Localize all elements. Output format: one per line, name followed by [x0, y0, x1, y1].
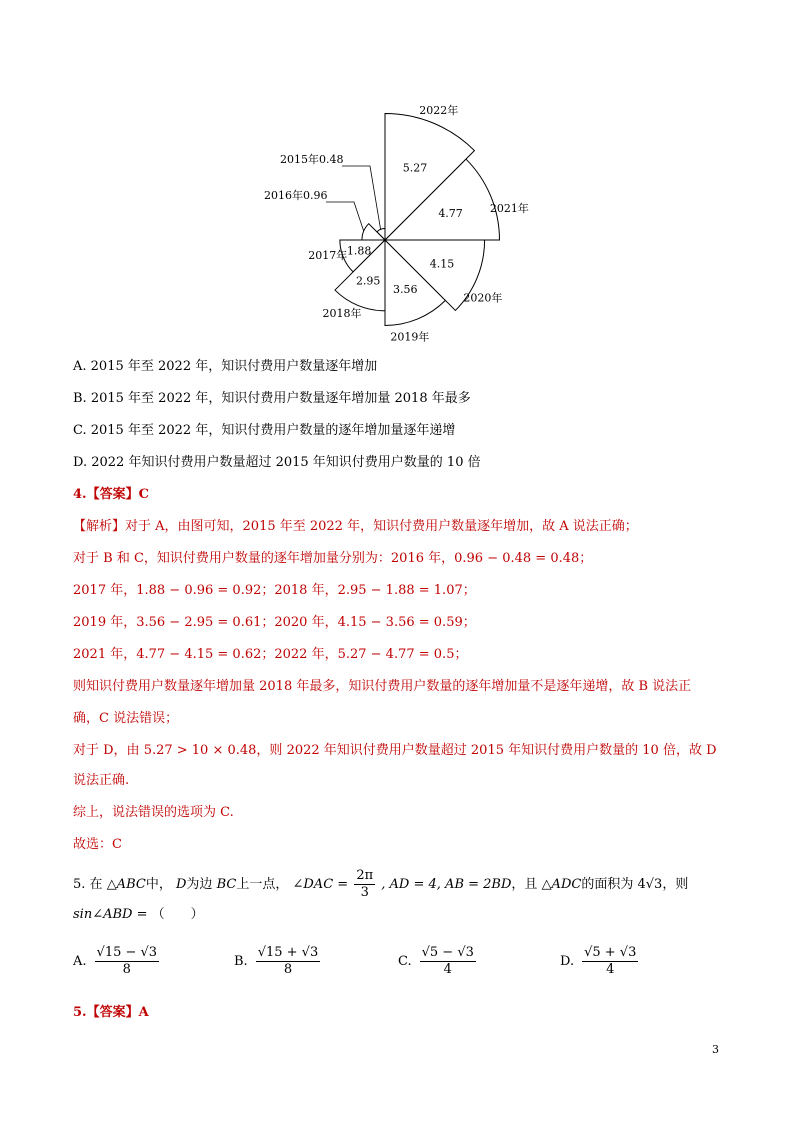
option-b: B. 2015 年至 2022 年，知识付费用户数量逐年增加量 2018 年最多 [73, 391, 471, 406]
rose-category-label: 2021年 [489, 201, 529, 215]
fraction-2pi-3: $\frac{2\pi}{3}$ [356, 868, 374, 900]
analysis-line-5: 2021 年，4.77 − 4.15 = 0.62；2022 年，5.27 − 4.77 = 0.5； [73, 647, 468, 662]
rose-value-label: 4.77 [438, 206, 463, 220]
q5-option-a: A. $\frac{√15 - √3}{8}$ [73, 945, 158, 977]
rose-category-label: 2018年 [322, 307, 362, 321]
option-d: D. 2022 年知识付费用户数量超过 2015 年知识付费用户数量的 10 倍 [73, 455, 481, 470]
question-5: 5. 在 △ABC中， D为边 BC上一点， ∠DAC = $\frac{2\pi}{3}$ , AD = 4, AB = 2BD，且 △ADC的面积为 4√3，则 [73, 868, 689, 900]
analysis-line-8: 对于 D，由 5.27 > 10 × 0.48，则 2022 年知识付费用户数量超过 2015 年知识付费用户数量的 10 倍，故 D [73, 743, 717, 758]
analysis-line-7: 确，C 说法错误； [73, 711, 179, 726]
answer-5: 5.【答案】A [73, 1005, 149, 1020]
q5-option-c: C. $\frac{√5 - √3}{4}$ [398, 945, 474, 977]
analysis-line-1: 【解析】对于 A，由图可知，2015 年至 2022 年，知识付费用户数量逐年增加，故 A 说法正确； [73, 519, 638, 534]
page-number: 3 [712, 1043, 719, 1056]
rose-category-label: 2017年 [308, 248, 348, 262]
rose-chart [250, 95, 550, 345]
option-c: C. 2015 年至 2022 年，知识付费用户数量的逐年增加量逐年递增 [73, 423, 456, 438]
analysis-line-2: 对于 B 和 C，知识付费用户数量的逐年增加量分别为：2016 年，0.96 − 0.48 = 0.48； [73, 551, 593, 566]
option-a: A. 2015 年至 2022 年，知识付费用户数量逐年增加 [73, 359, 378, 374]
analysis-line-9: 说法正确. [73, 773, 130, 788]
rose-value-label: 2.95 [355, 274, 381, 288]
analysis-line-10: 综上，说法错误的选项为 C. [73, 805, 234, 820]
q5-option-d: D. $\frac{√5 + √3}{4}$ [560, 945, 637, 977]
rose-callout-label: 2015年0.48 [280, 153, 344, 166]
analysis-line-6: 则知识付费用户数量逐年增加量 2018 年最多，知识付费用户数量的逐年增加量不是逐年递增，故 B 说法正 [73, 679, 692, 694]
rose-value-label: 3.56 [393, 282, 418, 296]
rose-value-label: 5.27 [402, 161, 428, 175]
rose-callout-line [326, 202, 364, 231]
q5-option-b: B. $\frac{√15 + √3}{8}$ [234, 945, 319, 977]
rose-category-label: 2019年 [390, 330, 430, 344]
rose-value-label: 1.88 [346, 244, 372, 258]
rose-value-label: 4.15 [429, 257, 455, 271]
question-5-line-2: sin∠ABD = （ ） [73, 907, 204, 922]
rose-callout-label: 2016年0.96 [264, 189, 328, 202]
rose-callout-line [342, 166, 381, 229]
analysis-line-3: 2017 年，1.88 − 0.96 = 0.92；2018 年，2.95 − 1.88 = 1.07； [73, 583, 476, 598]
analysis-line-4: 2019 年，3.56 − 2.95 = 0.61；2020 年，4.15 − 3.56 = 0.59； [73, 615, 476, 630]
answer-4-heading: 4.【答案】C [73, 487, 149, 502]
rose-category-label: 2022年 [419, 104, 459, 118]
analysis-line-11: 故选：C [73, 837, 122, 852]
rose-category-label: 2020年 [463, 291, 503, 305]
